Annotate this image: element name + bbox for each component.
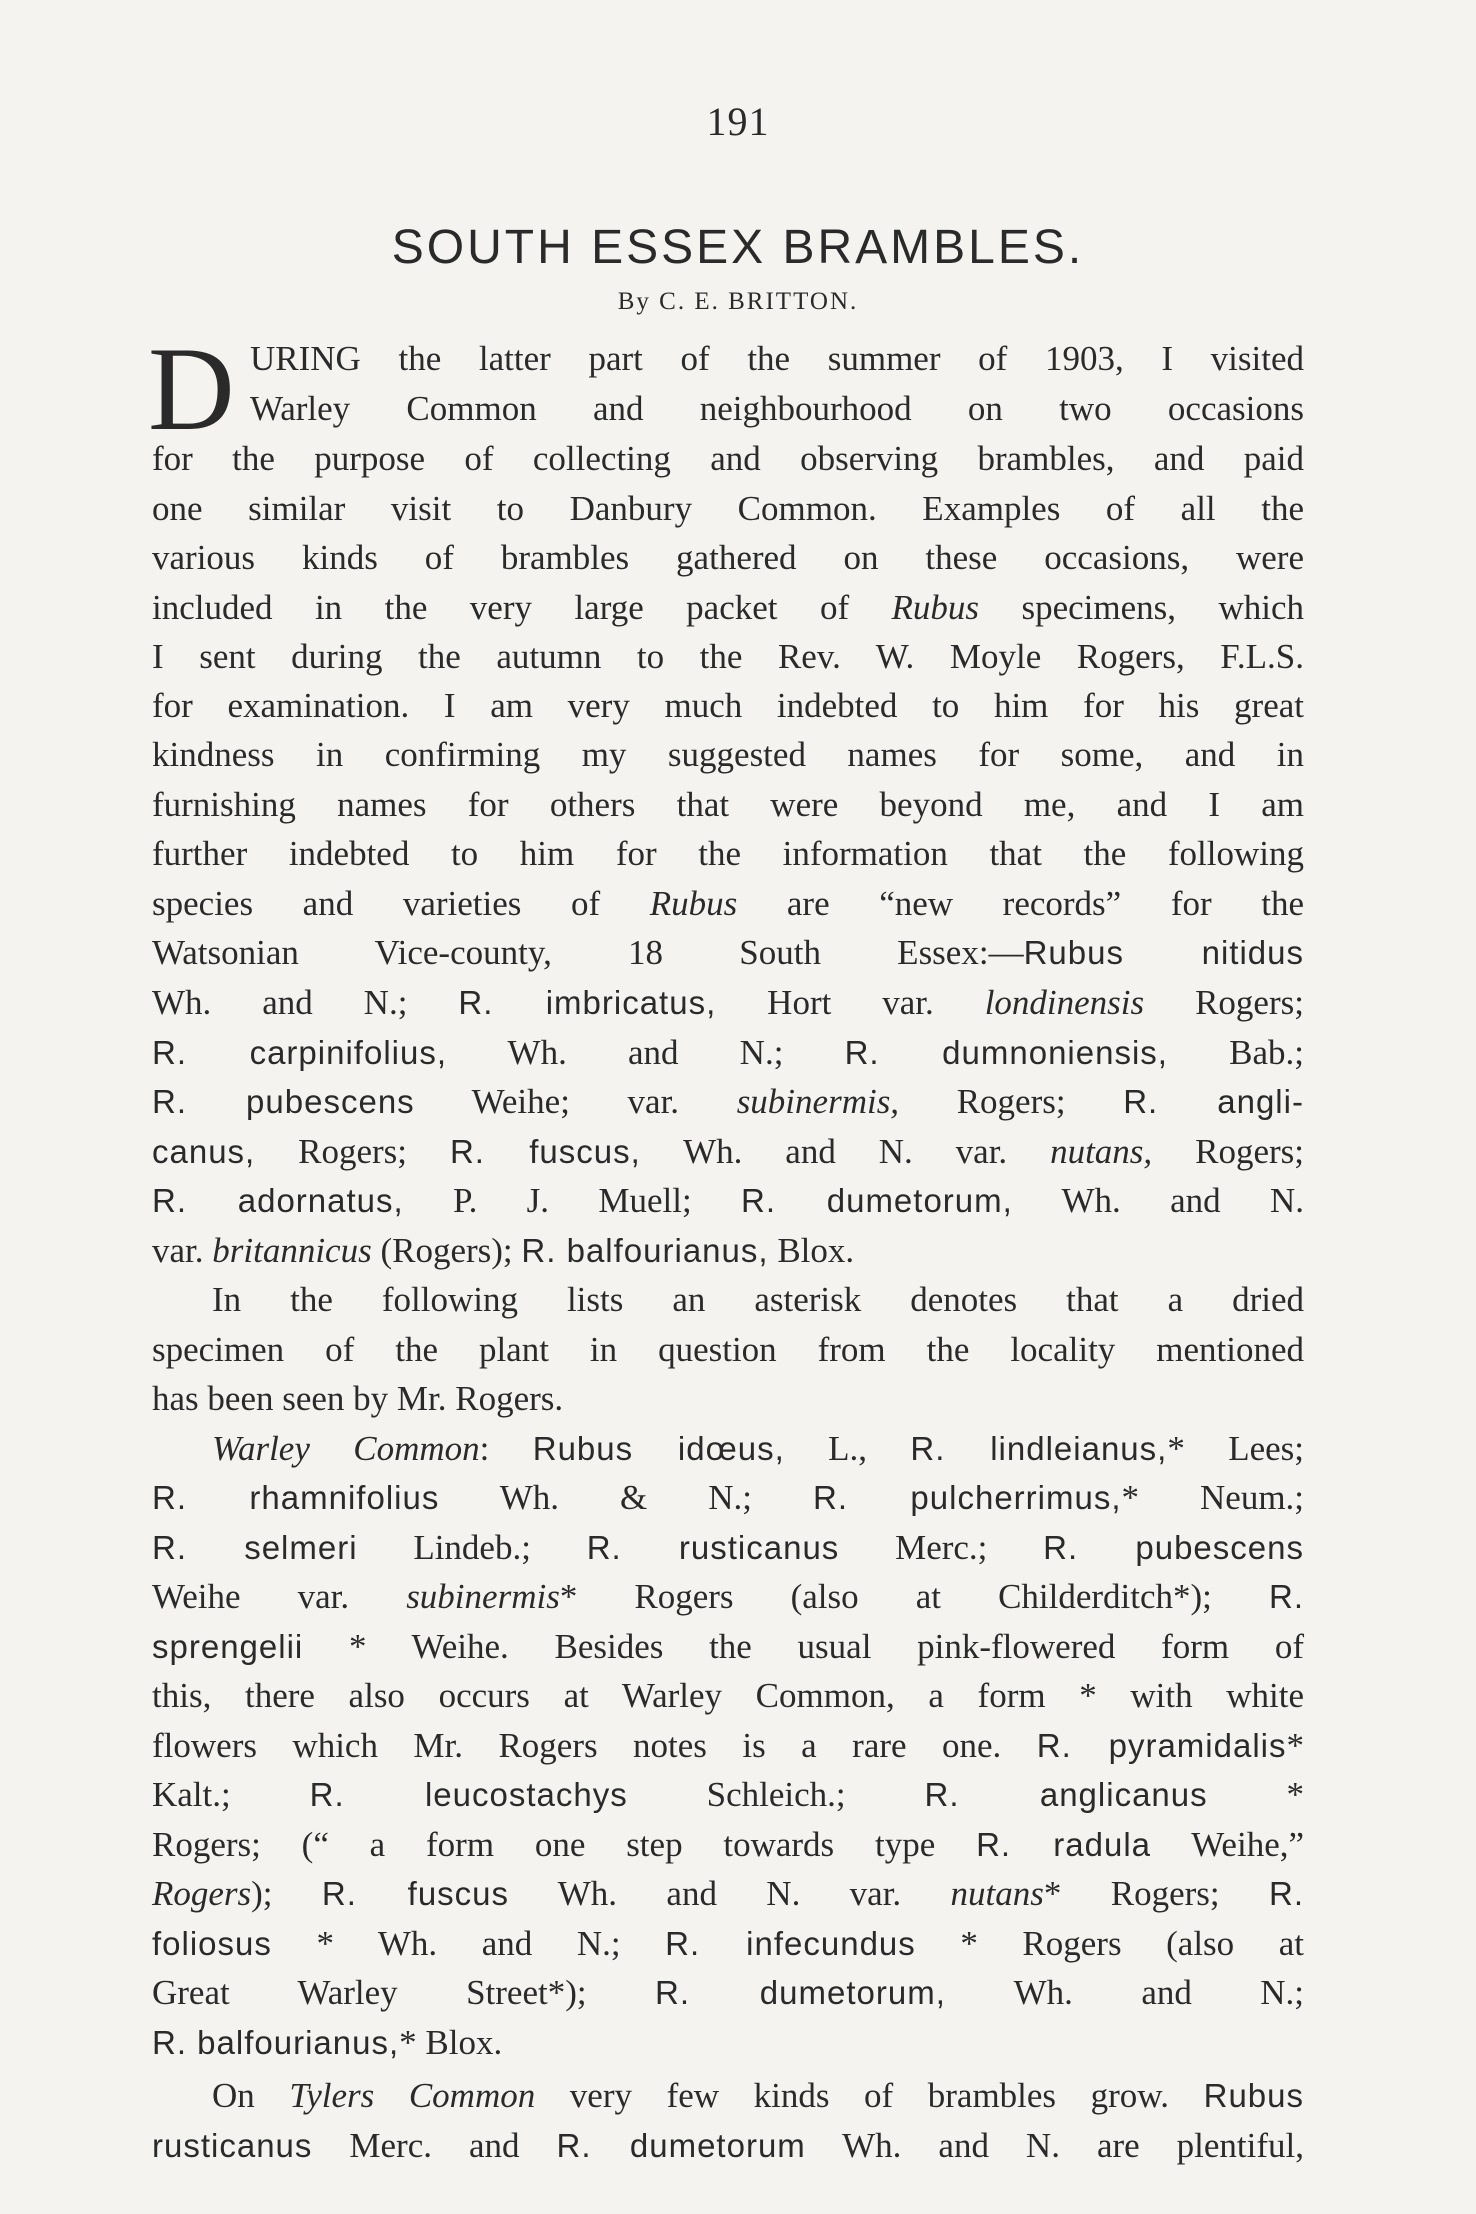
text-line (152, 983, 1304, 1023)
italic-text: Rubus (649, 884, 738, 923)
species-name: R. lindleianus, (910, 1430, 1168, 1467)
species-name: R. carpinifolius, (152, 1034, 447, 1071)
text-line (152, 1924, 1304, 1964)
italic-text: Rubus (891, 588, 980, 627)
text-run: included in the very large packet of (152, 588, 892, 627)
species-name: Rubus idœus, (532, 1430, 785, 1467)
text-line (152, 884, 1304, 924)
species-name: R. dumetorum (556, 2127, 806, 2164)
text-line (152, 1379, 1304, 1419)
text-run: Merc.; (839, 1528, 1044, 1567)
species-name: R. dumnoniensis, (844, 1034, 1168, 1071)
text-run: Schleich.; (627, 1775, 925, 1814)
text-run: kindness in confirming my suggested names for some, and in (152, 735, 1304, 774)
text-run: * (1207, 1775, 1305, 1814)
text-run: this, there also occurs at Warley Common, a form * with white (152, 1676, 1304, 1715)
text-run: * Wh. and N.; (271, 1924, 666, 1963)
text-run: Wh. and N.; (447, 1033, 845, 1072)
text-run: * Rogers; (1043, 1874, 1269, 1913)
text-line (152, 1775, 1304, 1815)
text-line (152, 637, 1304, 677)
species-name: R. balfourianus, (521, 1232, 769, 1269)
text-run: Warley Common and neighbourhood on two occasions (250, 389, 1304, 428)
text-run: Lindeb.; (357, 1528, 587, 1567)
text-line (250, 339, 1304, 379)
text-run: Weihe var. (152, 1577, 407, 1616)
text-line (152, 1429, 1304, 1469)
italic-text: Warley Common (212, 1429, 480, 1468)
text-line (152, 1874, 1304, 1914)
article-title: SOUTH ESSEX BRAMBLES. (391, 221, 1085, 274)
species-name: R. dumetorum, (654, 1974, 946, 2011)
text-line (152, 538, 1304, 578)
text-run: * Rogers (also at Childerditch*); (559, 1577, 1269, 1616)
text-run: further indebted to him for the information that the following (152, 834, 1304, 873)
species-name: Rubus nitidus (1023, 934, 1305, 971)
text-line (152, 834, 1304, 874)
text-line (152, 1825, 1304, 1865)
species-name: R. leucostachys (309, 1776, 628, 1813)
italic-text: britannicus (212, 1231, 372, 1270)
text-run: Rogers; (255, 1132, 450, 1171)
species-name: R. fuscus (321, 1875, 510, 1912)
text-line (152, 1132, 1304, 1172)
species-name: R. rhamnifolius (152, 1479, 440, 1516)
species-name: R. (1268, 1875, 1304, 1912)
text-line (152, 489, 1304, 529)
text-run: * Neum.; (1121, 1478, 1305, 1517)
text-run: one similar visit to Danbury Common. Examples of all the (152, 489, 1304, 528)
drop-cap: D (148, 322, 235, 455)
text-run: are “new records” for the (737, 884, 1304, 923)
text-run: specimens, which (979, 588, 1304, 627)
italic-text: nutans, (1050, 1132, 1153, 1171)
species-name: R. dumetorum, (741, 1182, 1013, 1219)
species-name: R. angli- (1123, 1083, 1304, 1120)
species-name: rusticanus (152, 2127, 313, 2164)
text-line (152, 1033, 1304, 1073)
text-line (152, 588, 1304, 628)
species-name: canus, (152, 1133, 256, 1170)
text-line (250, 389, 1304, 429)
text-run: for examination. I am very much indebted to him for his great (152, 686, 1304, 725)
text-run: has been seen by Mr. Rogers. (152, 1379, 564, 1418)
species-name: foliosus (152, 1925, 272, 1962)
species-name: R. adornatus, (152, 1182, 404, 1219)
text-line (152, 1577, 1304, 1617)
italic-text: subinermis (406, 1577, 560, 1616)
text-run: * (1286, 1726, 1304, 1765)
text-run: for the purpose of collecting and observing brambles, and paid (152, 439, 1304, 478)
species-name: R. fuscus, (449, 1133, 641, 1170)
text-line (152, 2023, 1304, 2063)
text-run: Weihe; var. (414, 1082, 737, 1121)
text-line (152, 785, 1304, 825)
text-line (152, 1330, 1304, 1370)
text-line (152, 1676, 1304, 1716)
text-run: ); (251, 1874, 322, 1913)
text-run: Great Warley Street*); (152, 1973, 655, 2012)
text-run: URING the latter part of the summer of 1903, I visited (250, 339, 1304, 378)
text-run: various kinds of brambles gathered on these occasions, were (152, 538, 1304, 577)
text-line (152, 1528, 1304, 1568)
species-name: R. rusticanus (586, 1529, 840, 1566)
text-run: (Rogers); (371, 1231, 522, 1270)
text-run: Wh. and N. var. (640, 1132, 1051, 1171)
text-run: Rogers; (“ a form one step towards type (152, 1825, 977, 1864)
text-line (152, 2076, 1304, 2116)
species-name: R. infecundus (665, 1925, 916, 1962)
text-run: Wh. and N. are plentiful, (805, 2126, 1304, 2165)
text-run: very few kinds of brambles grow. (535, 2076, 1204, 2115)
species-name: R. pubescens (1043, 1529, 1304, 1566)
text-run: Weihe,” (1151, 1825, 1305, 1864)
text-run: Kalt.; (152, 1775, 310, 1814)
text-run: * Weihe. Besides the usual pink-flowered form of (303, 1627, 1304, 1666)
text-run: Bab.; (1167, 1033, 1304, 1072)
species-name: Rubus (1203, 2077, 1304, 2114)
species-name: sprengelii (152, 1628, 304, 1665)
text-line (152, 2126, 1304, 2166)
text-run: species and varieties of (152, 884, 650, 923)
text-run: Wh. & N.; (439, 1478, 813, 1517)
text-line (152, 933, 1304, 973)
species-name: R. balfourianus, (152, 2024, 400, 2061)
text-run: I sent during the autumn to the Rev. W. Moyle Rogers, F.L.S. (152, 637, 1304, 676)
text-run: P. J. Muell; (403, 1181, 741, 1220)
text-line (152, 1726, 1304, 1766)
species-name: R. radula (976, 1826, 1152, 1863)
text-line (152, 735, 1304, 775)
species-name: R. pyramidalis (1036, 1727, 1287, 1764)
text-run: specimen of the plant in question from the locality mentioned (152, 1330, 1304, 1369)
text-run: Rogers; (1144, 983, 1304, 1022)
italic-text: subinermis, (736, 1082, 900, 1121)
species-name: R. pubescens (152, 1083, 415, 1120)
text-run: L., (784, 1429, 911, 1468)
text-run: Watsonian Vice-county, 18 South Essex:— (152, 933, 1024, 972)
text-line (152, 1973, 1304, 2013)
text-line (152, 1280, 1304, 1320)
text-run: Wh. and N.; (945, 1973, 1304, 2012)
species-name: R. imbricatus, (458, 984, 717, 1021)
text-run: Rogers; (899, 1082, 1124, 1121)
text-run: furnishing names for others that were beyond me, and I am (152, 785, 1304, 824)
italic-text: nutans (950, 1874, 1044, 1913)
text-run: In the following lists an asterisk denotes that a dried (212, 1280, 1304, 1319)
text-line (152, 1478, 1304, 1518)
text-line (152, 1231, 1304, 1271)
text-run: * Lees; (1167, 1429, 1304, 1468)
text-run: Rogers; (1152, 1132, 1304, 1171)
text-line (152, 1082, 1304, 1122)
species-name: R. pulcherrimus, (813, 1479, 1122, 1516)
text-run: flowers which Mr. Rogers notes is a rare one. (152, 1726, 1037, 1765)
byline: By C. E. BRITTON. (617, 288, 859, 315)
species-name: R. selmeri (152, 1529, 358, 1566)
text-run: Wh. and N. var. (509, 1874, 951, 1913)
species-name: R. (1269, 1578, 1304, 1615)
text-run: * Rogers (also at (915, 1924, 1304, 1963)
text-run: Wh. and N. (1012, 1181, 1304, 1220)
text-line (152, 1181, 1304, 1221)
text-run: Blox. (768, 1231, 855, 1270)
species-name: R. anglicanus (924, 1776, 1208, 1813)
text-line (152, 1627, 1304, 1667)
text-run: * Blox. (399, 2023, 503, 2062)
text-run: Wh. and N.; (152, 983, 459, 1022)
italic-text: Tylers Common (289, 2076, 536, 2115)
page-number: 191 (706, 99, 770, 144)
text-run: var. (152, 1231, 213, 1270)
text-run: Hort var. (716, 983, 985, 1022)
text-run: : (479, 1429, 533, 1468)
text-run: On (212, 2076, 290, 2115)
italic-text: Rogers (152, 1874, 252, 1913)
italic-text: londinensis (984, 983, 1145, 1022)
text-line (152, 686, 1304, 726)
text-run: Merc. and (312, 2126, 557, 2165)
text-line (152, 439, 1304, 479)
